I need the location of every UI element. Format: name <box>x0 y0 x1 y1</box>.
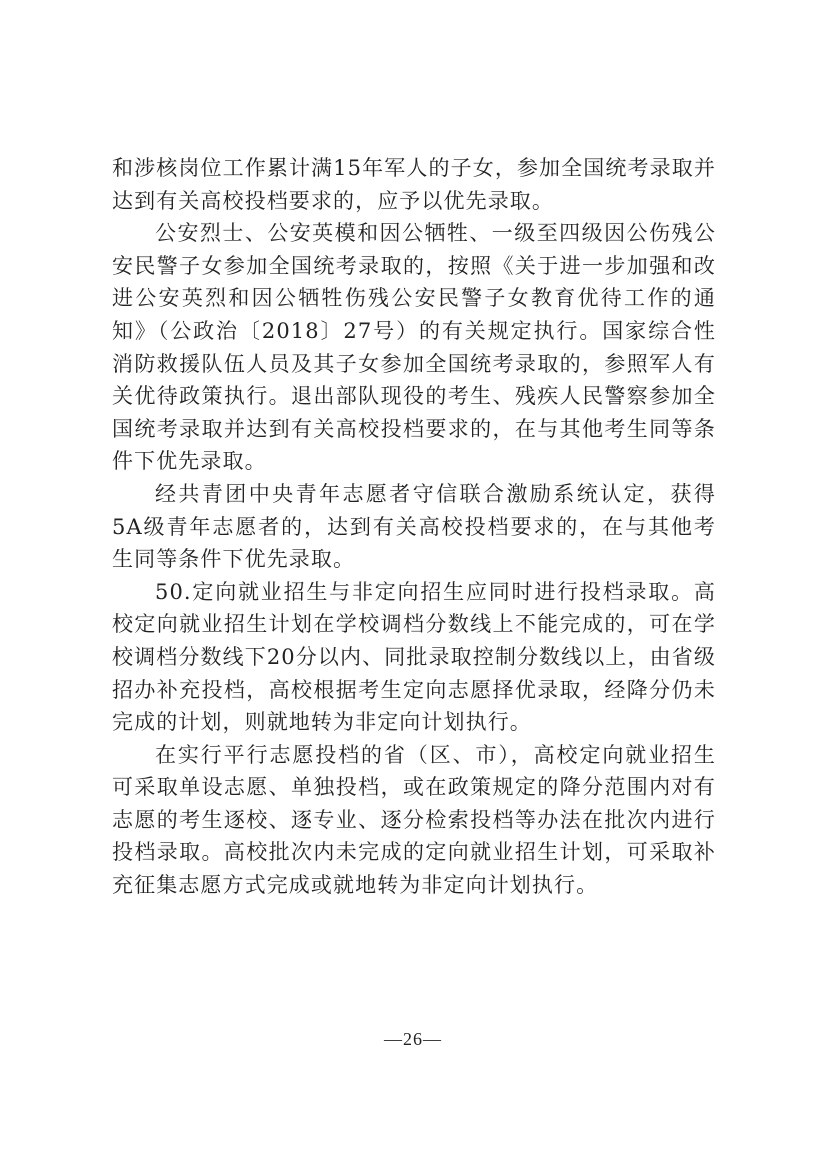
page-number: —26— <box>384 1029 442 1049</box>
paragraph-4: 50.定向就业招生与非定向招生应同时进行投档录取。高校定向就业招生计划在学校调档分数线上不能完成的，可在学校调档分数线下20分以内、同批录取控制分数线以上，由省级招办补充投档，高校根据考生定向志愿择优录取，经降分仍未完成的计划，则就地转为非定向计划执行。 <box>112 579 716 735</box>
paragraph-3: 经共青团中央青年志愿者守信联合激励系统认定，获得5A级青年志愿者的，达到有关高校投档要求的，在与其他考生同等条件下优先录取。 <box>112 481 716 572</box>
paragraph-1: 和涉核岗位工作累计满15年军人的子女，参加全国统考录取并达到有关高校投档要求的，应予以优先录取。 <box>112 156 716 213</box>
paragraph-5: 在实行平行志愿投档的省（区、市），高校定向就业招生可采取单设志愿、单独投档，或在政策规定的降分范围内对有志愿的考生逐校、逐专业、逐分检索投档等办法在批次内进行投档录取。高校批次内未完成的定向就业招生计划，可采取补充征集志愿方式完成或就地转为非定向计划执行。 <box>112 742 716 898</box>
document-body <box>112 152 716 902</box>
paragraph-2: 公安烈士、公安英模和因公牺牲、一级至四级因公伤残公安民警子女参加全国统考录取的，按照《关于进一步加强和改进公安英烈和因公牺牲伤残公安民警子女教育优待工作的通知》（公政治〔2018〕27号）的有关规定执行。国家综合性消防救援队伍人员及其子女参加全国统考录取的，参照军人有关优待政策执行。退出部队现役的考生、残疾人民警察参加全国统考录取并达到有关高校投档要求的，在与其他考生同等条件下优先录取。 <box>112 221 716 474</box>
